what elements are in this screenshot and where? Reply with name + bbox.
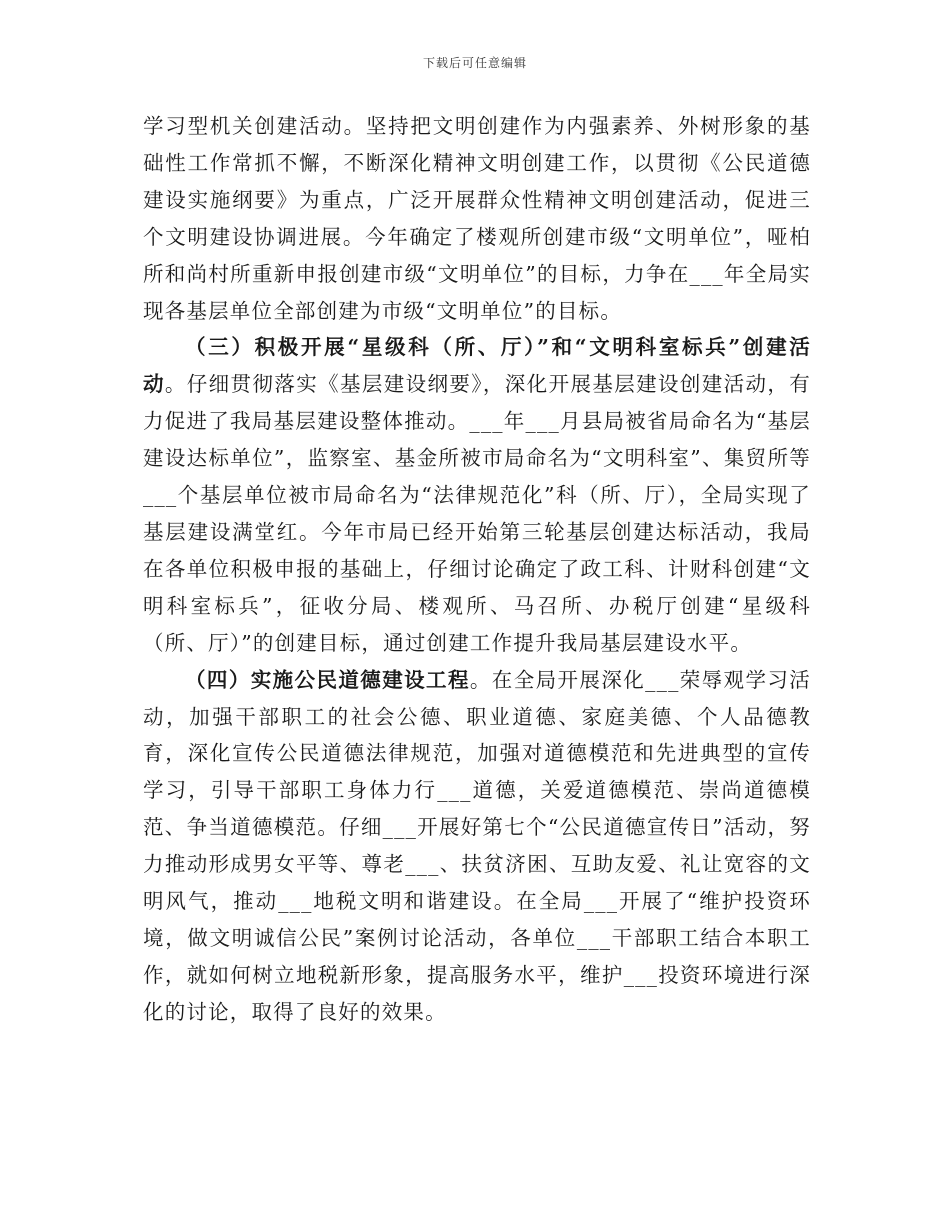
- paragraph-2-text: 。仔细贯彻落实《基层建设纲要》，深化开展基层建设创建活动，有力促进了我局基层建设整体推动。___年___月县局被省局命名为“基层建设达标单位”，监察室、基金所被市局命名为“文明科室”、集贸所等___个基层单位被市局命名为“法律规范化”科（所、厅），全局实现了基层建设满堂红。今年市局已经开始第三轮基层创建达标活动，我局在各单位积极申报的基础上，仔细讨论确定了政工科、计财科创建“文明科室标兵”，征收分局、楼观所、马召所、办税厅创建“星级科（所、厅）”的创建目标，通过创建工作提升我局基层建设水平。: [143, 372, 812, 655]
- page-header: 下载后可任意编辑: [422, 56, 527, 70]
- section-heading-3: （三）积极开展“星级科（所、厅）”和“文明科室标兵”创建活动: [143, 335, 811, 397]
- paragraph-3: [143, 662, 811, 1031]
- paragraph-3-text: 。在全局开展深化___荣辱观学习活动，加强干部职工的社会公德、职业道德、家庭美德、个人品德教育，深化宣传公民道德法律规范，加强对道德模范和先进典型的宣传学习，引导干部职工身体力行___道德，关爱道德模范、崇尚道德模范、争当道德模范。仔细___开展好第七个“公民道德宣传日”活动，努力推动形成男女平等、尊老___、扶贫济困、互助友爱、礼让宽容的文明风气，推动___地税文明和谐建设。在全局___开展了“维护投资环境，做文明诚信公民”案例讨论活动，各单位___干部职工结合本职工作，就如何树立地税新形象，提高服务水平，维护___投资环境进行深化的讨论，取得了良好的效果。: [143, 667, 811, 1024]
- document-body: [143, 108, 811, 1031]
- paragraph-1-text: 学习型机关创建活动。坚持把文明创建作为内强素养、外树形象的基础性工作常抓不懈，不断深化精神文明创建工作，以贯彻《公民道德建设实施纲要》为重点，广泛开展群众性精神文明创建活动，促进三个文明建设协调进展。今年确定了楼观所创建市级“文明单位”，哑柏所和尚村所重新申报创建市级“文明单位”的目标，力争在___年全局实现各基层单位全部创建为市级“文明单位”的目标。: [143, 114, 811, 323]
- paragraph-1: [143, 108, 811, 329]
- paragraph-2: [143, 329, 811, 661]
- section-heading-4: （四）实施公民道德建设工程: [185, 667, 470, 692]
